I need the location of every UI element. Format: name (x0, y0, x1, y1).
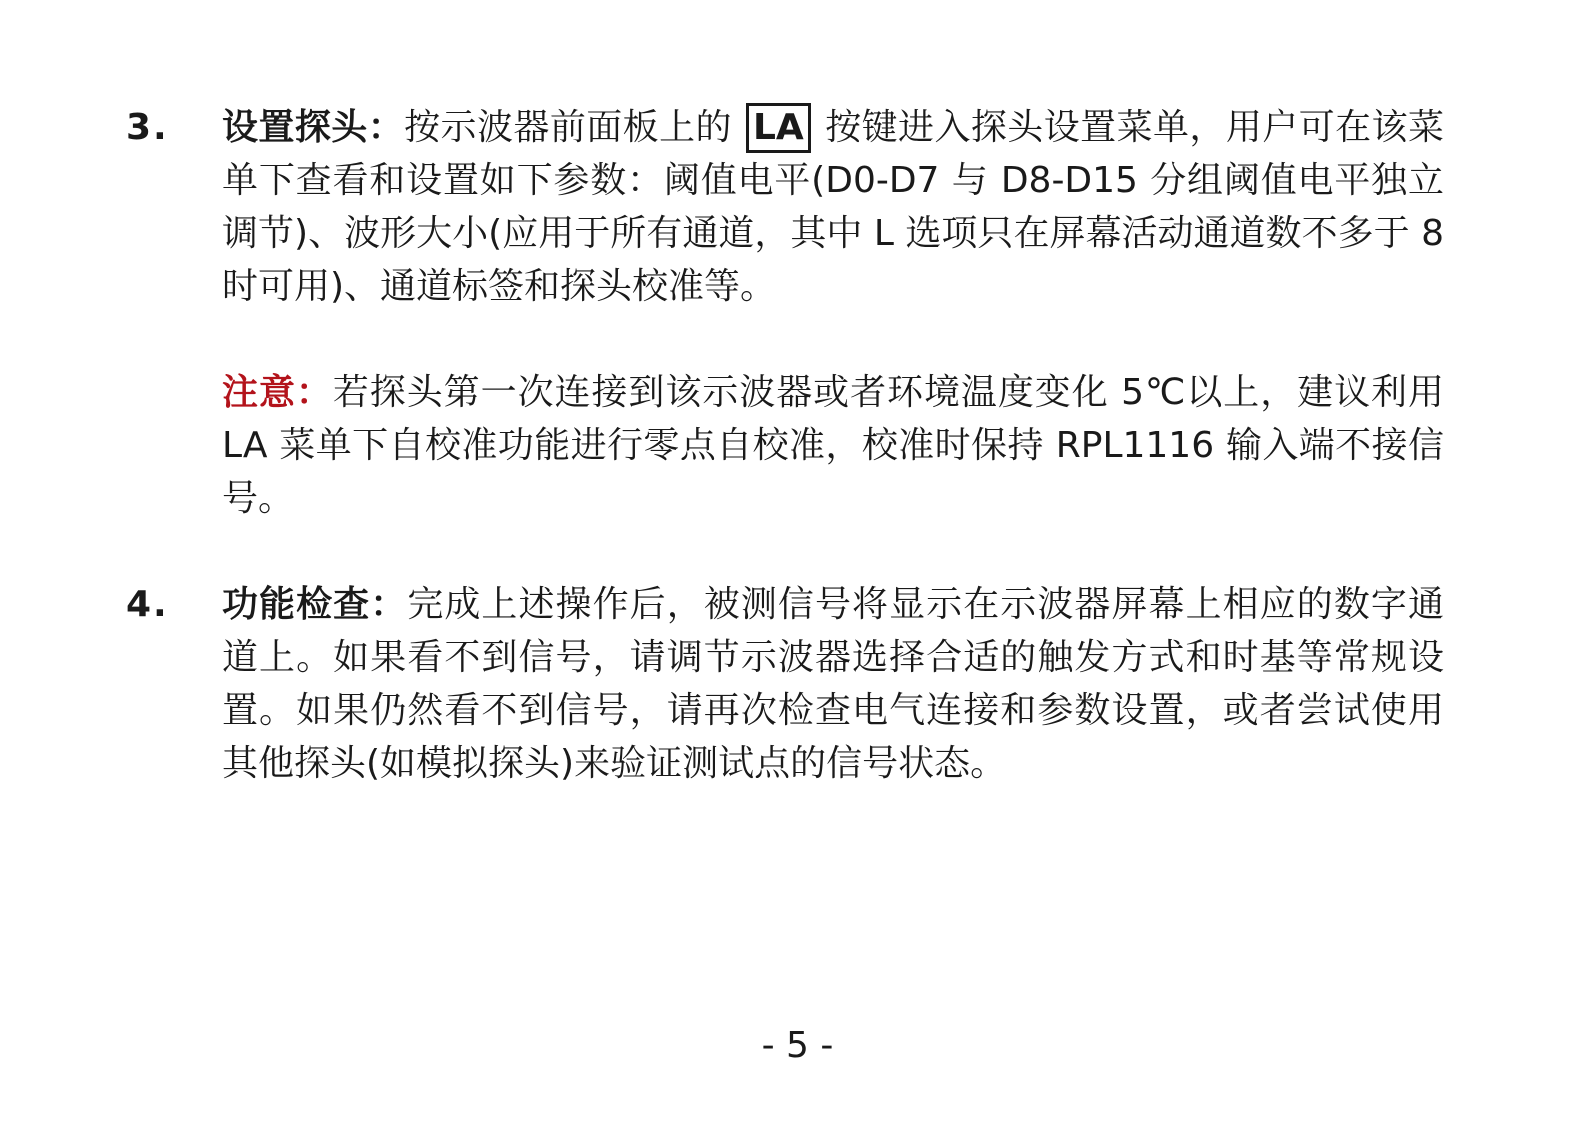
step-3-text-before-key: 按示波器前面板上的 (404, 107, 732, 148)
step-3-number: 3. (126, 107, 169, 148)
step-3-text-after-key: 按键进入探头设置菜单，用户可在该菜单下查看和设置如下参数：阈值电平(D0-D7 与 D8-D15 分组阈值电平独立调节)、波形大小(应用于所有通道，其中 L 选项只在屏幕活动通道数不多于 8 时可用)、通道标签和探头校准等。 (222, 107, 1444, 307)
step-4-heading: 功能检查： (222, 584, 408, 625)
note-text: 若探头第一次连接到该示波器或者环境温度变化 5℃以上，建议利用 LA 菜单下自校准功能进行零点自校准，校准时保持 RPL1116 输入端不接信号。 (222, 372, 1444, 519)
page-number: - 5 - (761, 1025, 834, 1066)
step-4-text: 完成上述操作后，被测信号将显示在示波器屏幕上相应的数字通道上。如果看不到信号，请调节示波器选择合适的触发方式和时基等常规设置。如果仍然看不到信号，请再次检查电气连接和参数设置，或者尝试使用其他探头(如模拟探头)来验证测试点的信号状态。 (222, 584, 1444, 784)
step-4-number: 4. (126, 584, 169, 625)
note-heading: 注意： (222, 372, 333, 413)
la-key-label: LA (746, 103, 811, 153)
step-3-paragraph (222, 101, 1444, 313)
step-4-paragraph (222, 578, 1444, 790)
note-paragraph (222, 366, 1444, 525)
step-3-heading: 设置探头： (222, 107, 405, 148)
